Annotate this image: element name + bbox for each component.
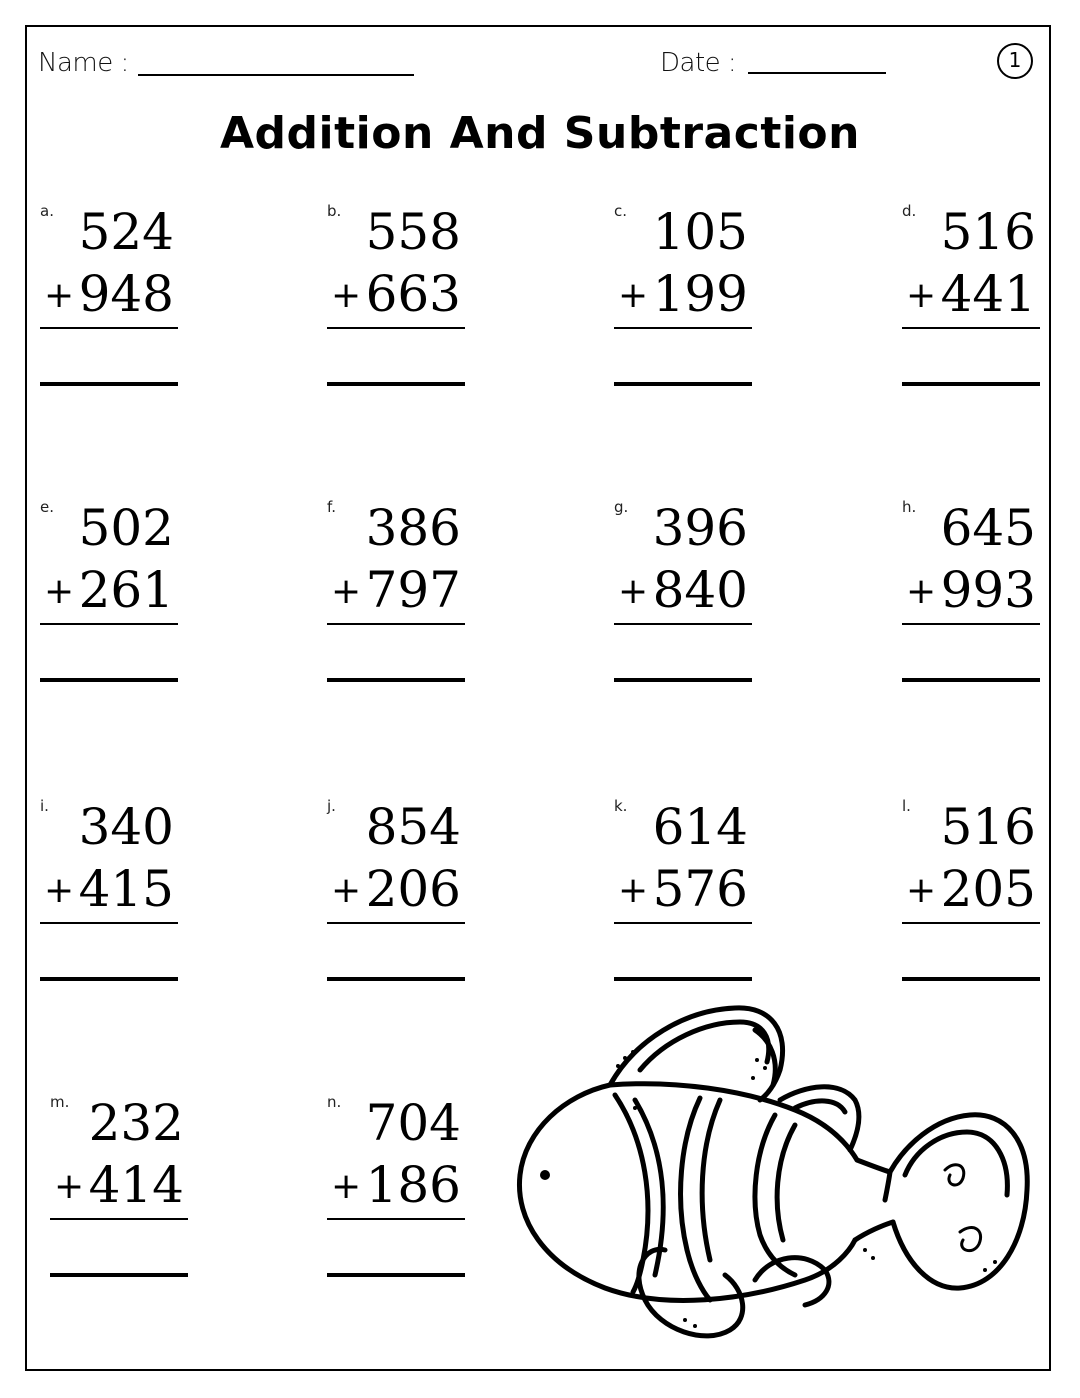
problem-d (902, 202, 1042, 402)
sum-line (327, 327, 465, 329)
sum-line (902, 922, 1040, 924)
problem-top-number: 854 (365, 798, 461, 856)
sum-line (614, 327, 752, 329)
problem-letter: l. (902, 797, 911, 815)
answer-line[interactable] (614, 678, 752, 682)
problem-top-number: 704 (365, 1094, 461, 1152)
problem-bottom-number: 186 (365, 1156, 461, 1214)
answer-line[interactable] (902, 678, 1040, 682)
problem-bottom-number: 948 (78, 265, 174, 323)
problem-letter: k. (614, 797, 628, 815)
problem-letter: e. (40, 498, 54, 516)
plus-sign: + (906, 870, 937, 911)
problem-j (327, 797, 467, 997)
answer-line[interactable] (327, 382, 465, 386)
problem-top-number: 516 (940, 798, 1036, 856)
date-label: Date : (660, 48, 737, 78)
problem-letter: m. (50, 1093, 70, 1111)
sum-line (614, 922, 752, 924)
problem-c (614, 202, 754, 402)
problem-i (40, 797, 180, 997)
problem-top-number: 558 (365, 203, 461, 261)
problem-bottom-number: 199 (652, 265, 748, 323)
answer-line[interactable] (327, 977, 465, 981)
problem-letter: d. (902, 202, 917, 220)
sum-line (40, 623, 178, 625)
problem-top-number: 645 (940, 499, 1036, 557)
answer-line[interactable] (902, 977, 1040, 981)
date-field[interactable] (748, 72, 886, 74)
answer-line[interactable] (50, 1273, 188, 1277)
problem-m (50, 1093, 190, 1293)
answer-line[interactable] (327, 1273, 465, 1277)
page-title: Addition And Subtraction (220, 108, 860, 159)
problem-top-number: 340 (78, 798, 174, 856)
problem-h (902, 498, 1042, 698)
problem-a (40, 202, 180, 402)
plus-sign: + (44, 275, 75, 316)
sum-line (902, 327, 1040, 329)
problem-bottom-number: 261 (78, 561, 174, 619)
plus-sign: + (906, 571, 937, 612)
problem-letter: f. (327, 498, 336, 516)
answer-line[interactable] (902, 382, 1040, 386)
plus-sign: + (906, 275, 937, 316)
problem-letter: c. (614, 202, 628, 220)
problem-bottom-number: 441 (940, 265, 1036, 323)
problem-letter: b. (327, 202, 342, 220)
problem-bottom-number: 663 (365, 265, 461, 323)
problem-n (327, 1093, 467, 1293)
sum-line (40, 327, 178, 329)
answer-line[interactable] (614, 977, 752, 981)
answer-line[interactable] (40, 382, 178, 386)
answer-line[interactable] (327, 678, 465, 682)
problem-top-number: 614 (652, 798, 748, 856)
sum-line (40, 922, 178, 924)
plus-sign: + (618, 571, 649, 612)
problem-top-number: 232 (88, 1094, 184, 1152)
page-number: 1 (997, 43, 1033, 79)
answer-line[interactable] (614, 382, 752, 386)
plus-sign: + (331, 1166, 362, 1207)
problem-top-number: 502 (78, 499, 174, 557)
problem-letter: a. (40, 202, 54, 220)
problem-bottom-number: 205 (940, 860, 1036, 918)
problem-top-number: 386 (365, 499, 461, 557)
problem-letter: h. (902, 498, 917, 516)
plus-sign: + (54, 1166, 85, 1207)
problem-bottom-number: 576 (652, 860, 748, 918)
plus-sign: + (331, 571, 362, 612)
problem-top-number: 516 (940, 203, 1036, 261)
sum-line (327, 922, 465, 924)
problem-top-number: 524 (78, 203, 174, 261)
plus-sign: + (331, 870, 362, 911)
clownfish-icon (505, 1000, 1045, 1360)
problem-letter: n. (327, 1093, 342, 1111)
problem-g (614, 498, 754, 698)
problem-top-number: 105 (652, 203, 748, 261)
problem-letter: g. (614, 498, 629, 516)
plus-sign: + (44, 870, 75, 911)
plus-sign: + (618, 275, 649, 316)
problem-k (614, 797, 754, 997)
plus-sign: + (618, 870, 649, 911)
name-field[interactable] (138, 74, 414, 76)
problem-f (327, 498, 467, 698)
sum-line (902, 623, 1040, 625)
answer-line[interactable] (40, 678, 178, 682)
sum-line (327, 623, 465, 625)
problem-bottom-number: 414 (88, 1156, 184, 1214)
sum-line (50, 1218, 188, 1220)
problem-bottom-number: 840 (652, 561, 748, 619)
sum-line (327, 1218, 465, 1220)
problem-top-number: 396 (652, 499, 748, 557)
sum-line (614, 623, 752, 625)
plus-sign: + (331, 275, 362, 316)
problem-letter: i. (40, 797, 49, 815)
problem-letter: j. (327, 797, 336, 815)
problem-e (40, 498, 180, 698)
problem-bottom-number: 415 (78, 860, 174, 918)
name-label: Name : (38, 48, 129, 78)
answer-line[interactable] (40, 977, 178, 981)
problem-bottom-number: 993 (940, 561, 1036, 619)
plus-sign: + (44, 571, 75, 612)
problem-bottom-number: 797 (365, 561, 461, 619)
problem-l (902, 797, 1042, 997)
problem-bottom-number: 206 (365, 860, 461, 918)
problem-b (327, 202, 467, 402)
